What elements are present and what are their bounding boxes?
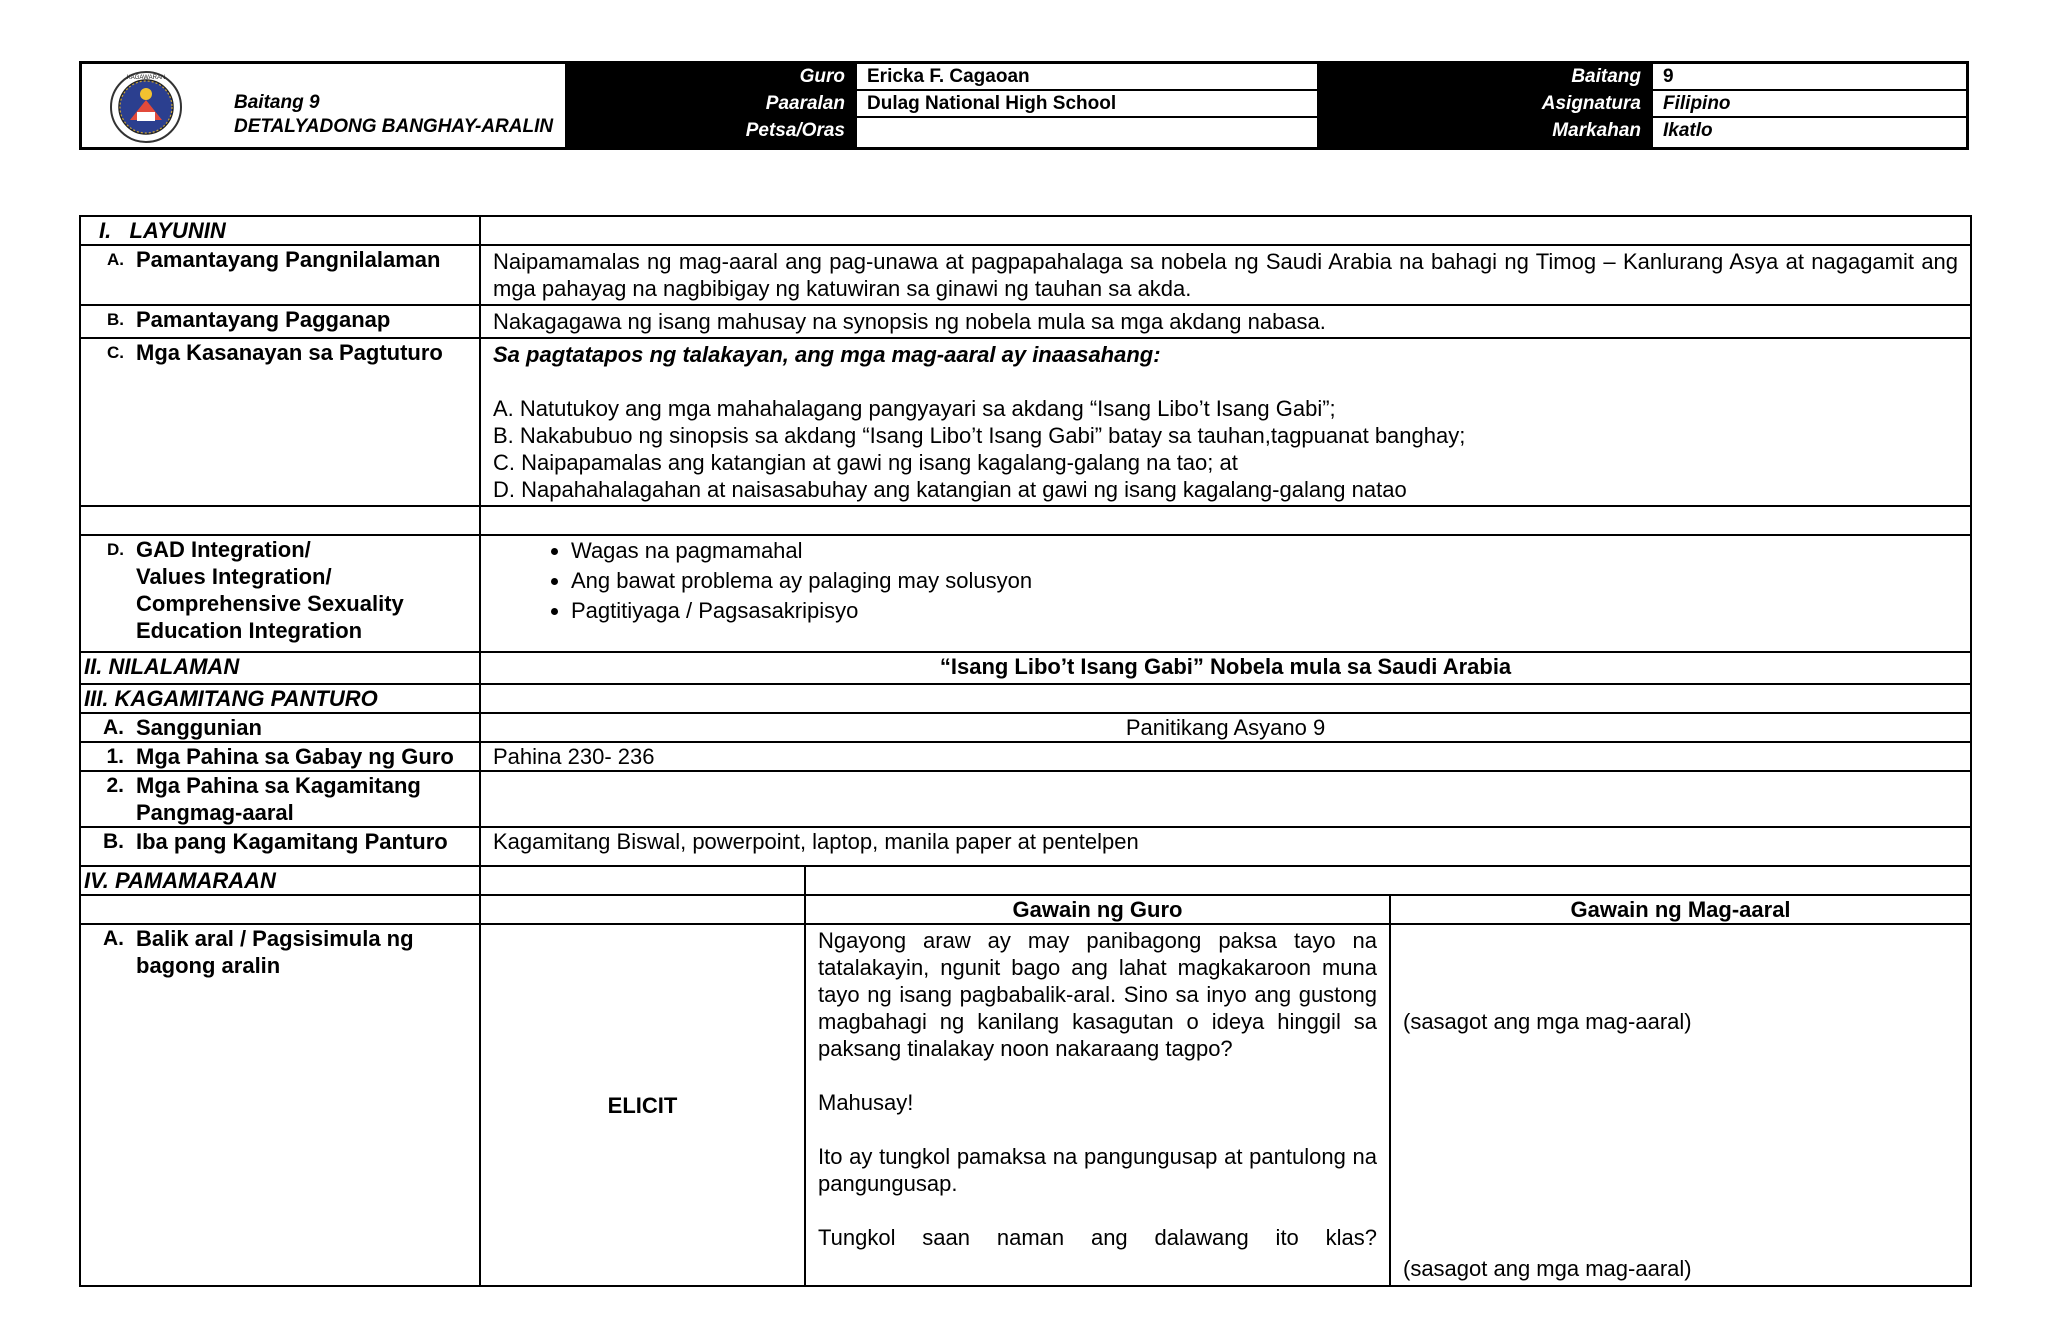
kasanayan-item-b: B. Nakabubuo ng sinopsis sa akdang “Isang Libo’t Isang Gabi” batay sa tauhan,tagpuanat banghay; (493, 423, 1466, 448)
guro-paragraph: Mahusay! (818, 1090, 914, 1115)
sanggunian-label (80, 713, 480, 742)
petsa-value (857, 118, 1317, 147)
value-item: • Ang bawat problema ay palaging may solusyon (571, 566, 1970, 596)
item-key: A. (103, 927, 124, 950)
item-key: 1. (106, 745, 124, 768)
deped-seal-logo (106, 70, 186, 145)
balik-aral-row (80, 924, 1971, 1286)
pamantayang-pagganap-label (80, 305, 480, 338)
item-label: Mga Kasanayan sa Pagtuturo (136, 340, 443, 365)
kagamitang-pangmag-aaral-row (80, 771, 1971, 827)
blank-cell (80, 506, 480, 535)
value-item: • Pagtitiyaga / Pagsasakripisyo (571, 596, 1970, 626)
kagamitan-row (80, 684, 1971, 713)
mag-aaral-response: (sasagot ang mga mag-aaral) (1403, 1256, 1692, 1281)
kagamitang-pangmag-aaral-label (80, 771, 480, 827)
svg-text:KAGAWARAN: KAGAWARAN (126, 75, 166, 81)
gabay-guro-text: Pahina 230- 236 (480, 742, 1971, 771)
kasanayan-content (480, 338, 1971, 506)
kagamitan-heading: III. KAGAMITANG PANTURO (80, 684, 480, 713)
pamantayang-pangnilalaman-label (80, 245, 480, 305)
asignatura-value: Filipino (1653, 91, 1966, 118)
item-key: 2. (106, 774, 124, 797)
item-key: B. (107, 310, 124, 329)
layunin-empty-cell (480, 216, 1971, 245)
lesson-plan-header (79, 61, 1969, 150)
empty-cell (80, 895, 480, 924)
gawain-mag-aaral-cell (1390, 924, 1971, 1286)
markahan-value: Ikatlo (1663, 120, 1713, 141)
gad-label-line: Values Integration/ (136, 564, 332, 589)
pamantayang-pagganap-row (80, 305, 1971, 338)
guro-paragraph: Ngayong araw ay may panibagong paksa tayo na tatalakayin, ngunit bago ang lahat magkakaroon muna tayo ng isang pagbabalik-aral. Sino sa inyo ang gustong magbahagi ng kanilang kasagutan o ideya hinggil sa paksang tinalakay noon nakaraang tagpo? (818, 928, 1377, 1061)
blank-row (80, 506, 1971, 535)
gad-label-line: Education Integration (136, 618, 363, 643)
gabay-guro-label (80, 742, 480, 771)
grade-title: Baitang 9 (234, 92, 320, 113)
gad-label-line: GAD Integration/ (136, 537, 311, 562)
petsa-label: Petsa/Oras (567, 118, 857, 147)
layunin-row (80, 216, 1971, 245)
header-info-grid (567, 64, 1966, 147)
kasanayan-label (80, 338, 480, 506)
pamantayang-pangnilalaman-text: Naipamamalas ng mag-aaral ang pag-unawa at pagpapahalaga sa nobela ng Saudi Arabia na bahagi ng Timog – Kanlurang Asya at nagagamit ang mga pahayag na nagbibigay ng katuwiran sa ginawi ng tauhan sa akda. (480, 245, 1971, 305)
empty-cell (480, 866, 805, 895)
guro-paragraph: Tungkol saan naman ang dalawang ito klas? (818, 1225, 1377, 1250)
activity-columns-header-row (80, 895, 1971, 924)
nilalaman-text: “Isang Libo’t Isang Gabi” Nobela mula sa Saudi Arabia (480, 652, 1971, 684)
item-key: A. (103, 716, 124, 739)
iba-pang-kagamitan-row (80, 827, 1971, 866)
gawain-guro-header: Gawain ng Guro (805, 895, 1390, 924)
gabay-guro-row (80, 742, 1971, 771)
item-key: A. (107, 250, 124, 269)
item-label: Iba pang Kagamitang Panturo (136, 829, 448, 854)
item-key: B. (103, 830, 124, 853)
sanggunian-text: Panitikang Asyano 9 (480, 713, 1971, 742)
label-line: Mga Pahina sa Kagamitang (136, 773, 421, 798)
baitang-label: Baitang (1317, 64, 1653, 91)
document-title: DETALYADONG BANGHAY-ARALIN (234, 116, 554, 137)
kasanayan-intro: Sa pagtatapos ng talakayan, ang mga mag-aaral ay inaasahang: (493, 342, 1161, 367)
item-label: Pamantayang Pangnilalaman (136, 247, 441, 272)
lesson-plan-table (79, 215, 1972, 1287)
pamantayang-pagganap-text: Nakagagawa ng isang mahusay na synopsis ng nobela mula sa mga akdang nabasa. (480, 305, 1971, 338)
guro-label: Guro (567, 64, 857, 91)
value-item: • Wagas na pagmamahal (571, 536, 1970, 566)
item-key: C. (107, 343, 124, 362)
gawain-mag-aaral-header: Gawain ng Mag-aaral (1390, 895, 1971, 924)
pamantayang-pangnilalaman-row (80, 245, 1971, 305)
iba-pang-kagamitan-label (80, 827, 480, 866)
blank-cell (480, 506, 1971, 535)
kagamitan-empty-cell (480, 684, 1971, 713)
iba-pang-kagamitan-text: Kagamitang Biswal, powerpoint, laptop, manila paper at pentelpen (480, 827, 1971, 866)
markahan-label: Markahan (1317, 118, 1653, 147)
values-list (481, 536, 1970, 626)
empty-cell (480, 895, 805, 924)
gad-integration-label (80, 535, 480, 652)
kasanayan-item-d: D. Napahahalagahan at naisasabuhay ang katangian at gawi ng isang kagalang-galang natao (493, 477, 1407, 502)
header-identity (82, 64, 567, 147)
item-label: Pamantayang Pagganap (136, 307, 391, 332)
kasanayan-row (80, 338, 1971, 506)
paaralan-value: Dulag National High School (857, 91, 1317, 118)
guro-value: Ericka F. Cagaoan (857, 64, 1317, 91)
balik-aral-label (80, 924, 480, 1286)
label-line: Balik aral / Pagsisimula ng (136, 926, 414, 951)
pamamaraan-heading: IV. PAMAMARAAN (80, 866, 480, 895)
item-key: D. (107, 540, 124, 559)
asignatura-label: Asignatura (1317, 91, 1653, 118)
label-line: Pangmag-aaral (136, 800, 294, 825)
empty-cell (805, 866, 1971, 895)
nilalaman-row (80, 652, 1971, 684)
kagamitang-pangmag-aaral-text (480, 771, 1971, 827)
baitang-value: 9 (1653, 64, 1966, 91)
pamamaraan-row (80, 866, 1971, 895)
item-label: Mga Pahina sa Gabay ng Guro (136, 744, 454, 769)
elicit-phase-label: ELICIT (480, 924, 805, 1286)
item-label: Sanggunian (136, 715, 262, 740)
layunin-heading: I. LAYUNIN (80, 216, 480, 245)
guro-paragraph: Ito ay tungkol pamaksa na pangungusap at pantulong na pangungusap. (818, 1144, 1377, 1196)
kasanayan-item-c: C. Naipapamalas ang katangian at gawi ng isang kagalang-galang na tao; at (493, 450, 1238, 475)
gad-integration-row (80, 535, 1971, 652)
kasanayan-item-a: A. Natutukoy ang mga mahahalagang pangyayari sa akdang “Isang Libo’t Isang Gabi”; (493, 396, 1336, 421)
gawain-guro-cell (805, 924, 1390, 1286)
header-title (234, 91, 553, 139)
gad-values-cell (480, 535, 1971, 652)
sanggunian-row (80, 713, 1971, 742)
nilalaman-heading: II. NILALAMAN (80, 652, 480, 684)
label-line: bagong aralin (136, 953, 281, 978)
paaralan-label: Paaralan (567, 91, 857, 118)
gad-label-line: Comprehensive Sexuality (136, 591, 404, 616)
mag-aaral-response: (sasagot ang mga mag-aaral) (1403, 1009, 1692, 1034)
